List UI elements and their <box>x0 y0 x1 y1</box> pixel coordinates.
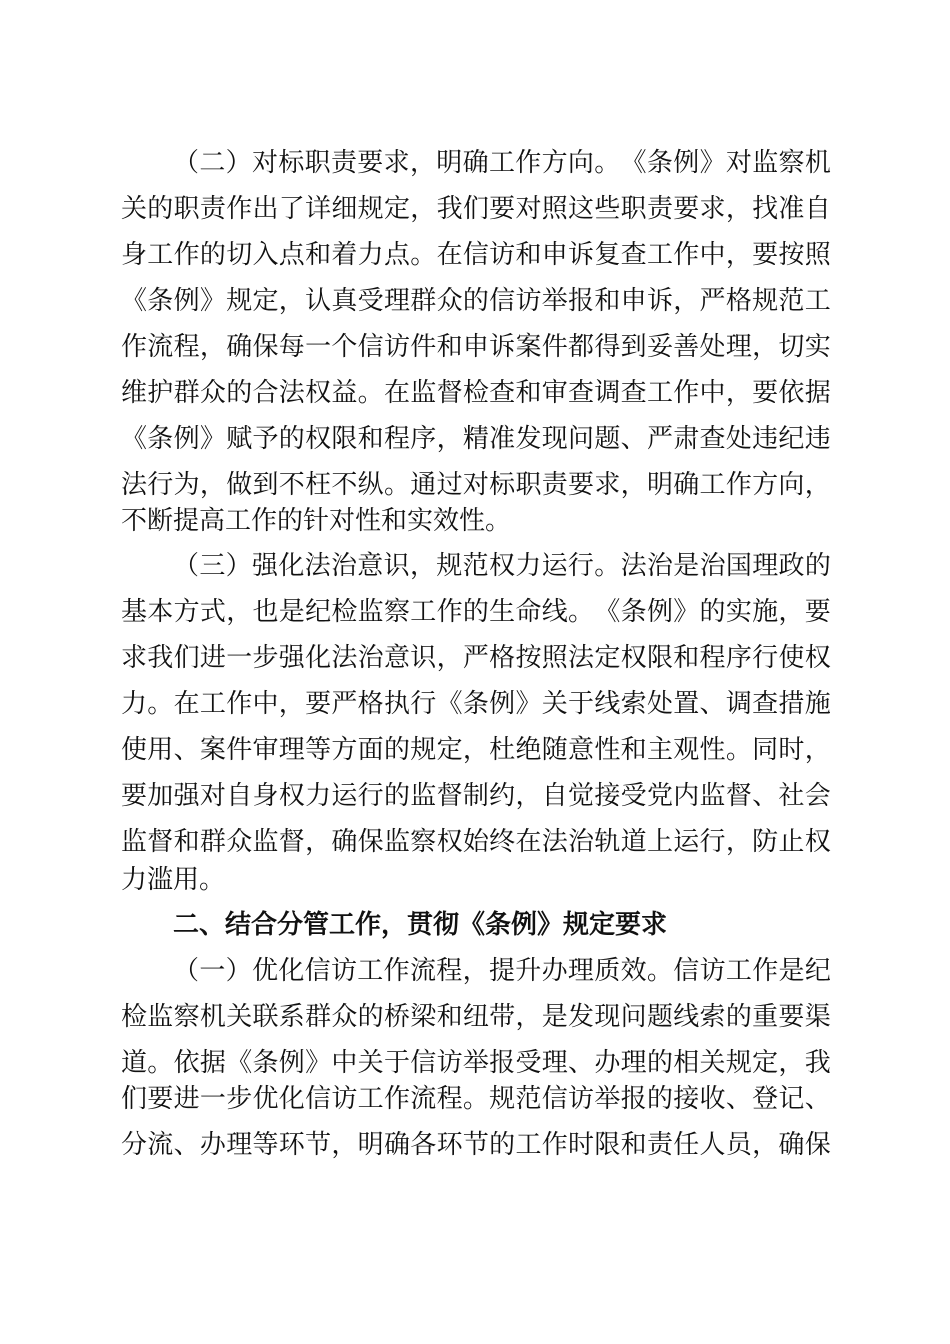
paragraph-4-line-4: 们 要 进 一 步 优 化 信 访 工 作 流 程 。 规 范 信 访 举 报 的 接 收 、 登 记 、 <box>121 1084 831 1114</box>
paragraph-2-line-6: 维 护 群 众 的 合 法 权 益 。 在 监 督 检 查 和 审 查 调 查 工 作 中 ， 要 依 据 <box>121 378 831 408</box>
paragraph-3-line-1: （ 三 ） 强 化 法 治 意 识 ， 规 范 权 力 运 行 。 法 治 是 治 国 理 政 的 <box>173 551 831 581</box>
paragraph-4-line-5: 分 流 、 办 理 等 环 节 ， 明 确 各 环 节 的 工 作 时 限 和 责 任 人 员 ， 确 保 <box>121 1130 831 1160</box>
paragraph-4-line-3: 道 。 依 据 《 条 例 》 中 关 于 信 访 举 报 受 理 、 办 理 的 相 关 规 定 ， 我 <box>121 1048 831 1078</box>
paragraph-3-line-4: 力 。 在 工 作 中 ， 要 严 格 执 行 《 条 例 》 关 于 线 索 处 置 、 调 查 措 施 <box>121 689 831 719</box>
paragraph-2-line-1: （ 二 ） 对 标 职 责 要 求 ， 明 确 工 作 方 向 。 《 条 例 》 对 监 察 机 <box>173 148 831 178</box>
paragraph-3-line-7: 监 督 和 群 众 监 督 ， 确 保 监 察 权 始 终 在 法 治 轨 道 上 运 行 ， 防 止 权 <box>121 827 831 857</box>
section-heading: 二、结合分管工作，贯彻《条例》规定要求 <box>173 910 668 940</box>
paragraph-3-line-5: 使 用 、 案 件 审 理 等 方 面 的 规 定 ， 杜 绝 随 意 性 和 主 观 性 。 同 时 ， <box>121 735 831 765</box>
paragraph-2-line-4: 《 条 例 》 规 定 ， 认 真 受 理 群 众 的 信 访 举 报 和 申 诉 ， 严 格 规 范 工 <box>121 286 831 316</box>
paragraph-2-line-9: 不断提高工作的针对性和实效性。 <box>121 506 512 536</box>
paragraph-3-line-2: 基 本 方 式 ， 也 是 纪 检 监 察 工 作 的 生 命 线 。 《 条 例 》 的 实 施 ， 要 <box>121 597 831 627</box>
paragraph-4-line-1: （ 一 ） 优 化 信 访 工 作 流 程 ， 提 升 办 理 质 效 。 信 访 工 作 是 纪 <box>173 956 831 986</box>
paragraph-2-line-8: 法 行 为 ， 做 到 不 枉 不 纵 。 通 过 对 标 职 责 要 求 ， 明 确 工 作 方 向 ， <box>121 470 831 500</box>
paragraph-2-line-7: 《 条 例 》 赋 予 的 权 限 和 程 序 ， 精 准 发 现 问 题 、 严 肃 查 处 违 纪 违 <box>121 424 831 454</box>
paragraph-4-line-2: 检 监 察 机 关 联 系 群 众 的 桥 梁 和 纽 带 ， 是 发 现 问 题 线 索 的 重 要 渠 <box>121 1002 831 1032</box>
paragraph-3-line-8: 力滥用。 <box>121 865 226 895</box>
paragraph-3-line-6: 要 加 强 对 自 身 权 力 运 行 的 监 督 制 约 ， 自 觉 接 受 党 内 监 督 、 社 会 <box>121 781 831 811</box>
paragraph-2-line-5: 作 流 程 ， 确 保 每 一 个 信 访 件 和 申 诉 案 件 都 得 到 妥 善 处 理 ， 切 实 <box>121 332 831 362</box>
paragraph-3-line-3: 求 我 们 进 一 步 强 化 法 治 意 识 ， 严 格 按 照 法 定 权 限 和 程 序 行 使 权 <box>121 643 831 673</box>
paragraph-2-line-2: 关 的 职 责 作 出 了 详 细 规 定 ， 我 们 要 对 照 这 些 职 责 要 求 ， 找 准 自 <box>121 194 831 224</box>
paragraph-2-line-3: 身 工 作 的 切 入 点 和 着 力 点 。 在 信 访 和 申 诉 复 查 工 作 中 ， 要 按 照 <box>121 240 831 270</box>
